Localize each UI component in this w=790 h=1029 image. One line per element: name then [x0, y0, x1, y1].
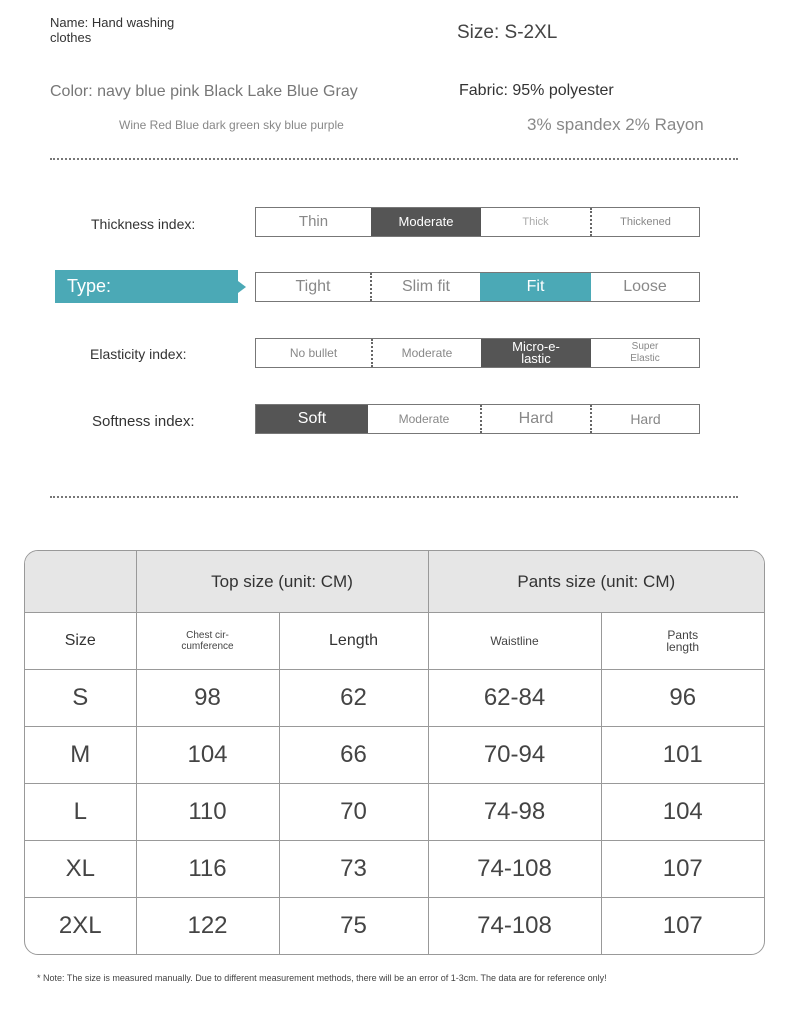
color-list-line1: Color: navy blue pink Black Lake Blue Gray: [50, 83, 358, 100]
cell-waistline: 70-94: [428, 727, 601, 784]
thickness-option-thickened: Thickened: [620, 216, 671, 228]
cell-size: M: [25, 727, 136, 784]
table-row: [25, 670, 764, 727]
thickness-option-thick: Thick: [481, 208, 592, 236]
cell-waistline: 74-98: [428, 784, 601, 841]
cell-length: 73: [279, 841, 428, 898]
type-label-tag: Type:: [55, 270, 238, 303]
cell-size: L: [25, 784, 136, 841]
col-size: Size: [25, 613, 136, 670]
table-corner: [25, 551, 136, 613]
type-option-tight: Tight: [256, 273, 372, 301]
divider-top: [50, 158, 738, 160]
softness-option-soft: Soft: [256, 405, 368, 433]
elasticity-option-super-elastic: Super Elastic: [630, 341, 660, 364]
elasticity-index-bar: [255, 338, 700, 368]
softness-option-moderate: Moderate: [368, 405, 482, 433]
measurement-note: * Note: The size is measured manually. Due to different measurement methods, there will be an error of 1-3cm. The data are for reference only!: [37, 973, 607, 983]
col-chest: [136, 613, 279, 670]
col-length: Length: [279, 613, 428, 670]
cell-chest: 122: [136, 898, 279, 955]
cell-length: 62: [279, 670, 428, 727]
col-pants-length-label: Pants length: [666, 628, 700, 654]
cell-pants-length: 107: [601, 841, 764, 898]
cell-length: 70: [279, 784, 428, 841]
type-option-loose: Loose: [623, 278, 667, 295]
col-pants-length: [601, 613, 764, 670]
type-option-fit: Fit: [480, 273, 591, 301]
cell-waistline: 74-108: [428, 841, 601, 898]
thickness-option-moderate: Moderate: [371, 208, 481, 236]
col-waistline: Waistline: [428, 613, 601, 670]
elasticity-label: Elasticity index:: [90, 346, 187, 362]
top-size-header: Top size (unit: CM): [136, 551, 428, 613]
elasticity-option-no-bullet: No bullet: [256, 339, 373, 367]
thickness-label: Thickness index:: [91, 216, 196, 232]
product-name: Name: Hand washing clothes: [50, 15, 175, 45]
cell-size: XL: [25, 841, 136, 898]
cell-waistline: 74-108: [428, 898, 601, 955]
type-tag-arrow: [238, 281, 246, 293]
softness-option-hard-2: Hard: [630, 411, 661, 427]
thickness-index-bar: [255, 207, 700, 237]
softness-option-hard-1: Hard: [482, 405, 592, 433]
cell-chest: 98: [136, 670, 279, 727]
table-row: [25, 898, 764, 955]
pants-size-header: Pants size (unit: CM): [428, 551, 764, 613]
fabric-line1: Fabric: 95% polyester: [459, 82, 614, 99]
cell-pants-length: 96: [601, 670, 764, 727]
cell-size: 2XL: [25, 898, 136, 955]
table-row: [25, 784, 764, 841]
col-chest-label: Chest cir-cumference: [181, 630, 234, 652]
color-list-line2: Wine Red Blue dark green sky blue purple: [119, 118, 344, 132]
divider-bottom: [50, 496, 738, 498]
table-row: [25, 727, 764, 784]
cell-pants-length: 104: [601, 784, 764, 841]
cell-pants-length: 101: [601, 727, 764, 784]
fabric-line2: 3% spandex 2% Rayon: [527, 115, 704, 134]
cell-pants-length: 107: [601, 898, 764, 955]
softness-index-bar: [255, 404, 700, 434]
size-table: [24, 550, 765, 955]
cell-chest: 116: [136, 841, 279, 898]
table-row: [25, 841, 764, 898]
type-index-bar: [255, 272, 700, 302]
type-option-slim-fit: Slim fit: [402, 278, 450, 295]
cell-size: S: [25, 670, 136, 727]
elasticity-option-micro-elastic: Micro-e-lastic: [481, 339, 591, 367]
cell-length: 75: [279, 898, 428, 955]
softness-label: Softness index:: [92, 413, 195, 430]
elasticity-option-moderate: Moderate: [401, 346, 453, 360]
cell-chest: 104: [136, 727, 279, 784]
cell-length: 66: [279, 727, 428, 784]
cell-chest: 110: [136, 784, 279, 841]
cell-waistline: 62-84: [428, 670, 601, 727]
size-range: Size: S-2XL: [457, 22, 558, 43]
thickness-option-thin: Thin: [298, 213, 329, 230]
